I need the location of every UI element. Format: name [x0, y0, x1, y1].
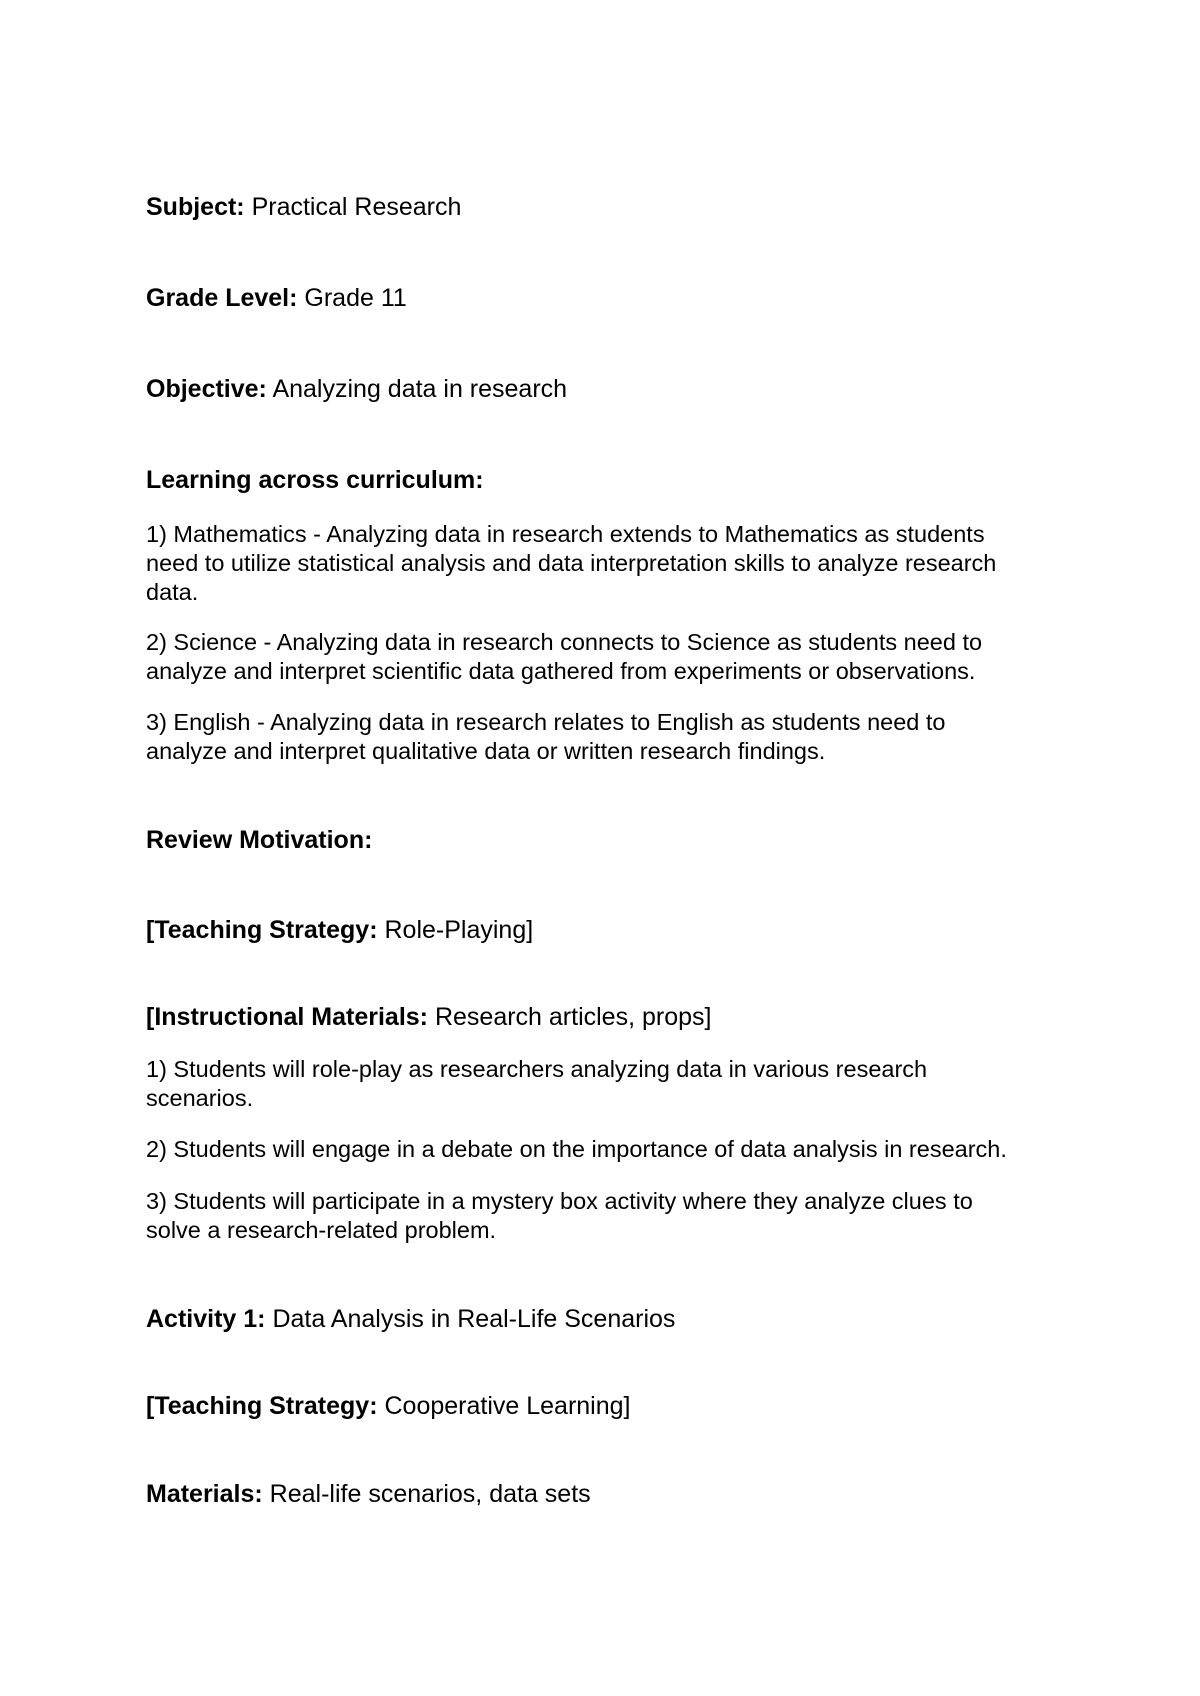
grade-value: Grade 11	[304, 284, 407, 312]
learning-item-1-line-2: need to utilize statistical analysis and data interpretation skills to analyze research	[146, 550, 997, 576]
activity1-strategy-line	[146, 1392, 630, 1421]
learning-item-1-line-1: 1) Mathematics - Analyzing data in research extends to Mathematics as students	[146, 521, 985, 547]
review-item-3-line-1: 3) Students will participate in a mystery box activity where they analyze clues to	[146, 1188, 973, 1214]
review-item-2	[146, 1135, 1046, 1164]
activity1-strategy-label: Teaching Strategy:	[154, 1392, 378, 1420]
objective-value: Analyzing data in research	[272, 375, 568, 403]
activity1-title-line	[146, 1305, 675, 1334]
objective-label: Objective:	[146, 375, 267, 403]
learning-item-2-line-2: analyze and interpret scientific data gathered from experiments or observations.	[146, 658, 976, 684]
learning-item-1	[146, 520, 1046, 607]
learning-item-3	[146, 708, 1046, 766]
activity1-value: Data Analysis in Real-Life Scenarios	[272, 1305, 676, 1333]
review-item-1-line-1: 1) Students will role-play as researchers analyzing data in various research	[146, 1056, 928, 1082]
subject-label: Subject:	[146, 193, 245, 221]
review-item-3-line-2: solve a research-related problem.	[146, 1217, 497, 1243]
review-strategy-open: [	[146, 916, 155, 944]
activity1-label: Activity 1:	[146, 1305, 266, 1333]
grade-label: Grade Level:	[146, 284, 298, 312]
activity1-strategy-open: [	[146, 1392, 155, 1420]
subject-line	[146, 193, 461, 222]
review-item-1-line-2: scenarios.	[146, 1085, 254, 1111]
activity1-materials-line	[146, 1480, 591, 1509]
review-item-2-line-1: 2) Students will engage in a debate on the importance of data analysis in research.	[146, 1136, 1007, 1162]
review-materials-label: Instructional Materials:	[154, 1003, 428, 1031]
review-item-3	[146, 1187, 1046, 1245]
learning-heading: Learning across curriculum:	[146, 466, 484, 494]
learning-item-2-line-1: 2) Science - Analyzing data in research connects to Science as students need to	[146, 629, 983, 655]
objective-line	[146, 375, 567, 404]
learning-item-3-line-1: 3) English - Analyzing data in research relates to English as students need to	[146, 709, 946, 735]
review-materials-open: [	[146, 1003, 155, 1031]
review-strategy-line	[146, 916, 533, 945]
review-materials-value: Research articles, props]	[434, 1003, 712, 1031]
review-heading: Review Motivation:	[146, 826, 373, 854]
review-item-1	[146, 1055, 1046, 1113]
learning-item-1-line-3: data.	[146, 579, 199, 605]
grade-line	[146, 284, 407, 313]
activity1-materials-label: Materials:	[146, 1480, 263, 1508]
review-materials-line	[146, 1003, 711, 1032]
learning-item-3-line-2: analyze and interpret qualitative data or written research findings.	[146, 738, 826, 764]
review-strategy-label: Teaching Strategy:	[154, 916, 378, 944]
review-strategy-value: Role-Playing]	[384, 916, 534, 944]
activity1-materials-value: Real-life scenarios, data sets	[269, 1480, 591, 1508]
learning-item-2	[146, 628, 1046, 686]
activity1-strategy-value: Cooperative Learning]	[384, 1392, 631, 1420]
subject-value: Practical Research	[251, 193, 462, 221]
